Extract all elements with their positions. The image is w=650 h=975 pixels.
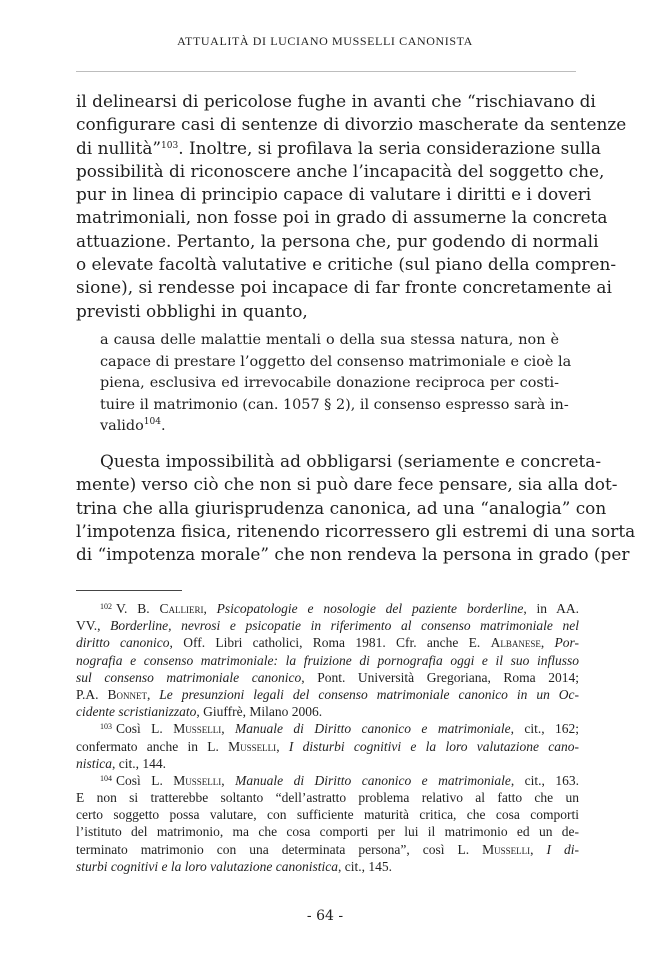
footnote-line: nografia e consenso matrimoniale: la fruizione di pornografia oggi e il suo influsso	[76, 652, 579, 668]
quote-line: capace di prestare l’oggetto del consenso matrimoniale e cioè la	[100, 353, 572, 370]
text-line: di “impotenza morale” che non rendeva la persona in grado (per	[76, 544, 630, 565]
text-line: configurare casi di sentenze di divorzio mascherate da sentenze	[76, 114, 627, 135]
text-line: l’impotenza fisica, ritenendo ricorressero gli estremi di una sorta	[76, 520, 636, 541]
footnote-separator	[76, 590, 182, 591]
footnote-ref-104[interactable]: 104	[143, 417, 161, 428]
footnote-103: $^{103}$ Così L. Musselli, Manuale di Diritto canonico e matrimoniale, cit., 162;	[100, 721, 580, 737]
footnote-line: VV., Borderline, nevrosi e psicopatie in riferimento al consenso matrimoniale nel	[76, 618, 580, 634]
footnote-line: confermato anche in L. Musselli, I disturbi cognitivi e la loro valutazione cano-	[76, 738, 579, 754]
text-line: matrimoniali, non fosse poi in grado di assumerne la concreta	[76, 207, 608, 228]
footnote-line: nistica, cit., 144.	[76, 755, 166, 771]
quote-line: valido$^{104}$.	[100, 417, 166, 435]
footnote-line: sturbi cognitivi e la loro valutazione canonistica, cit., 145.	[76, 858, 392, 874]
footnote-ref-103[interactable]: 103	[161, 140, 179, 151]
footnote-line: sul consenso matrimoniale canonico, Pont. Università Gregoriana, Roma 2014;	[76, 669, 579, 685]
footnote-number: 102	[100, 602, 112, 611]
footnotes	[76, 600, 579, 875]
footnote-line: l’istituto del matrimonio, ma che cosa comporti per lui il matrimonio ed un de-	[76, 824, 579, 840]
text-line: trina che alla giurisprudenza canonica, ad una “analogia” con	[76, 497, 607, 518]
body-paragraph-2	[76, 450, 636, 566]
text-line: Questa impossibilità ad obbligarsi (seriamente e concreta-	[100, 451, 602, 471]
block-quote	[100, 330, 572, 438]
footnote-line: P.A. Bonnet, Le presunzioni legali del consenso matrimoniale canonico in un Oc-	[76, 686, 580, 702]
footnote-102: $^{102}$ V. B. Callieri, Psicopatologie e nosologie del paziente borderline, in AA.	[100, 601, 580, 616]
footnote-line: terminato matrimonio con una determinata persona”, così L. Musselli, I di-	[76, 841, 579, 857]
text-line: mente) verso ciò che non si può dare fece pensare, sia alla dot-	[76, 474, 618, 495]
footnote-line: cidente scristianizzato, Giuffrè, Milano 2006.	[76, 704, 323, 720]
text-line: di nullità”$^{103}$. Inoltre, si profilava la seria considerazione sulla	[76, 137, 601, 158]
header-rule	[76, 71, 576, 72]
text-line: o elevate facoltà valutative e critiche (sul piano della compren-	[76, 254, 617, 275]
text-line: sione), si rendesse poi incapace di far fronte concretamente ai	[76, 277, 612, 298]
quote-line: a causa delle malattie mentali o della sua stessa natura, non è	[100, 332, 559, 348]
footnote-line: certo soggetto possa valutare, con sufficiente maturità critica, che cosa comporti	[76, 807, 579, 823]
footnote-line: E non si tratterebbe soltanto “dell’astratto problema relativo al fatto che un	[76, 790, 579, 806]
page-number: - 64 -	[306, 908, 344, 924]
text-line: possibilità di riconoscere anche l’incapacità del soggetto che,	[76, 160, 605, 181]
footnote-number: 103	[100, 722, 112, 732]
quote-line: tuire il matrimonio (can. 1057 § 2), il consenso espresso sarà in-	[100, 396, 569, 413]
body-paragraph-1	[76, 90, 627, 323]
text-line: attuazione. Pertanto, la persona che, pur godendo di normali	[76, 230, 599, 251]
text-line: il delinearsi di pericolose fughe in avanti che “rischiavano di	[76, 91, 596, 111]
text-line: pur in linea di principio capace di valutare i diritti e i doveri	[76, 184, 592, 205]
quote-line: piena, esclusiva ed irrevocabile donazione reciproca per costi-	[100, 375, 559, 392]
footnote-line: diritto canonico, Off. Libri catholici, Roma 1981. Cfr. anche E. Albanese, Por-	[76, 635, 579, 651]
text-line: previsti obblighi in quanto,	[76, 300, 308, 321]
footnote-104: $^{104}$ Così L. Musselli, Manuale di Diritto canonico e matrimoniale, cit., 163.	[100, 772, 579, 788]
running-head: ATTUALITÀ DI LUCIANO MUSSELLI CANONISTA	[177, 34, 473, 48]
footnote-number: 104	[100, 773, 112, 783]
